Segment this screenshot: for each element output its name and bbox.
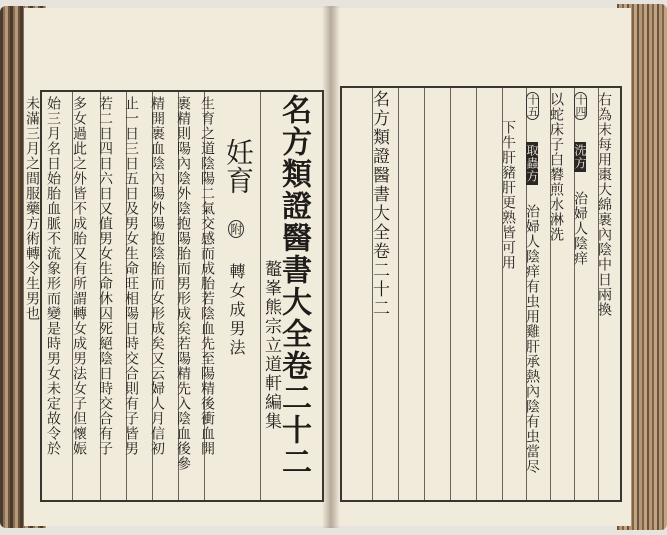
right-text-col-5: 下牛肝豬肝更熟皆可用 xyxy=(500,120,516,270)
right-page-title: 名方類證醫書大全卷二十二 xyxy=(369,90,389,318)
left-text-col-1: 生育之道陰陽二氣交感而成胎若陰血先至陽精後衝血開 xyxy=(199,96,215,456)
item-number-15: 十五 xyxy=(526,94,539,118)
recipe-name-xi-fang: 洗方 xyxy=(573,144,587,170)
recipe-14-text: 治婦人陰痒 xyxy=(572,191,588,266)
left-text-col-6: 多女過此之外皆不成胎又有所謂轉女成男法女子但懷娠 xyxy=(71,96,87,456)
appendix-title: 轉女成男法 xyxy=(227,263,246,358)
left-text-col-3: 精開裹血陰內陽外陽抱陰胎而女形成矣又云婦人月信初 xyxy=(149,96,165,456)
appendix-line xyxy=(228,220,244,358)
left-text-col-8: 未滿三月之間服藥方術轉令生男也 xyxy=(24,96,40,321)
left-text-col-2: 裹精則陽內陰外陰抱陽胎而男形成矣若陽精先入陰血後參 xyxy=(175,96,191,471)
right-text-col-2 xyxy=(573,92,587,266)
left-page-title: 名方類證醫書大全卷二十二 xyxy=(276,94,311,478)
section-heading: 妊育 xyxy=(222,138,255,194)
appendix-mark: 附 xyxy=(228,220,244,238)
book-gutter xyxy=(322,6,340,528)
recipe-name-qu-chong-fang: 取蟲方 xyxy=(525,144,539,183)
left-text-col-7: 始三月名日始胎血脈不流象形而變是時男女未定故令於 xyxy=(45,96,61,456)
left-text-col-4: 止一日三日五日及男女生命旺相陽日時交合則有子皆男 xyxy=(123,96,139,456)
left-page-editor: 鼇峯熊宗立道軒編集 xyxy=(261,260,281,431)
right-text-col-1: 右為末每用棗大綿裹內陰中日兩換 xyxy=(596,92,612,317)
item-number-14: 十四 xyxy=(574,94,587,118)
recipe-15-text: 治婦人陰痒有虫用雞肝承熱內陰有虫當尽 xyxy=(524,204,540,474)
right-text-col-4 xyxy=(525,92,539,474)
left-text-col-5: 若二日四日六日又值男女生命休囚死絕陰日時交合有子 xyxy=(97,96,113,456)
right-text-col-3: 以蛇床子白礬煎水淋洗 xyxy=(548,92,564,242)
